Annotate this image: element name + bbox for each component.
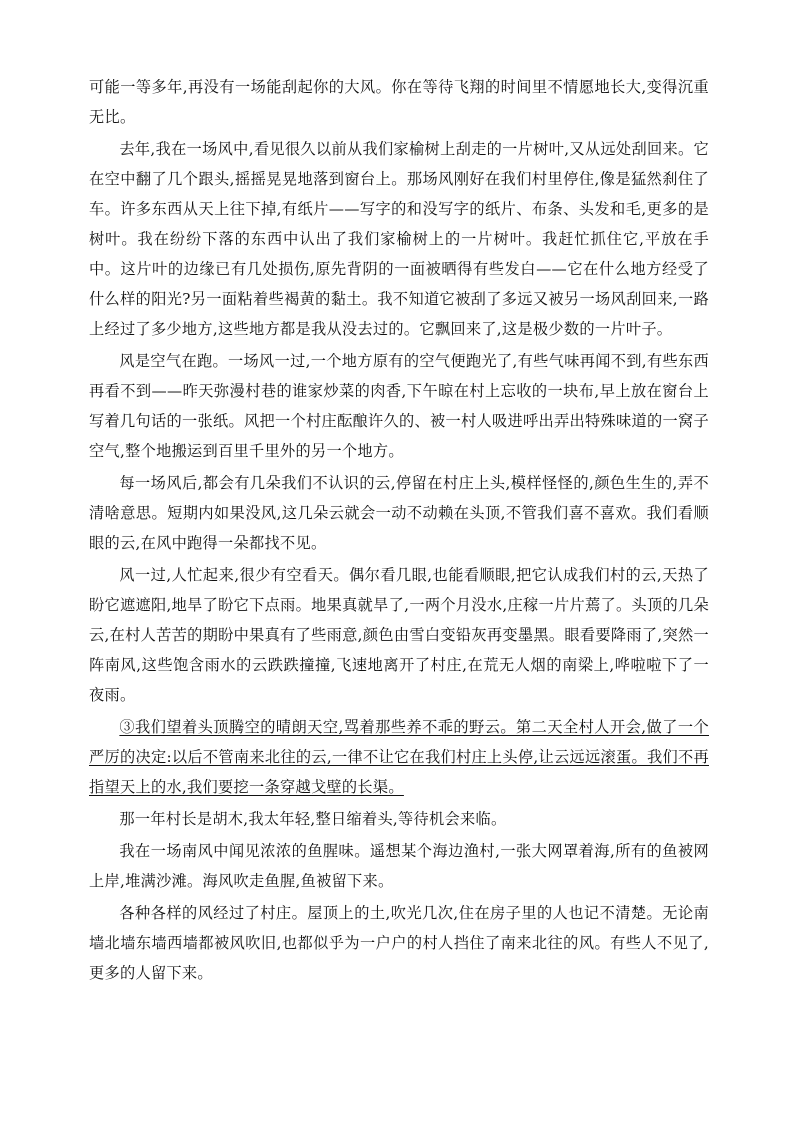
paragraph-5: 风一过,人忙起来,很少有空看天。偶尔看几眼,也能看顺眼,把它认成我们村的云,天热了盼它遮遮阳,地旱了盼它下点雨。地果真就旱了,一两个月没水,庄稼一片片蔫了。头顶的几朵云,在村人苦苦的期盼中果真有了些雨意,颜色由雪白变铅灰再变墨黑。眼看要降雨了,突然一阵南风,这些饱含雨水的云跌跌撞撞,飞速地离开了村庄,在荒无人烟的南梁上,哗啦啦下了一夜雨。 bbox=[89, 566, 709, 704]
paragraph-1: 可能一等多年,再没有一场能刮起你的大风。你在等待飞翔的时间里不情愿地长大,变得沉重无比。 bbox=[89, 78, 709, 126]
paragraph-7: 那一年村长是胡木,我太年轻,整日缩着头,等待机会来临。 bbox=[119, 810, 507, 828]
paragraph-2: 去年,我在一场风中,看见很久以前从我们家榆树上刮走的一片树叶,又从远处刮回来。它在空中翻了几个跟头,摇摇晃晃地落到窗台上。那场风刚好在我们村里停住,像是猛然刹住了车。许多东西从天上往下掉,有纸片——写字的和没写字的纸片、布条、头发和毛,更多的是树叶。我在纷纷下落的东西中认出了我们家榆树上的一片树叶。我赶忙抓住它,平放在手中。这片叶的边缘已有几处损伤,原先背阴的一面被晒得有些发白——它在什么地方经受了什么样的阳光?另一面粘着些褐黄的黏土。我不知道它被刮了多远又被另一场风刮回来,一路上经过了多少地方,这些地方都是我从没去过的。它飘回来了,这是极少数的一片叶子。 bbox=[89, 140, 709, 338]
paragraph-3: 风是空气在跑。一场风一过,一个地方原有的空气便跑光了,有些气味再闻不到,有些东西再看不到——昨天弥漫村巷的谁家炒菜的肉香,下午晾在村上忘收的一块布,早上放在窗台上写着几句话的一张纸。风把一个村庄酝酿许久的、被一村人吸进呼出弄出特殊味道的一窝子空气,整个地搬运到百里千里外的另一个地方。 bbox=[89, 352, 709, 460]
document-body bbox=[89, 72, 709, 990]
paragraph-8: 我在一场南风中闻见浓浓的鱼腥味。遥想某个海边渔村,一张大网罩着海,所有的鱼被网上岸,堆满沙滩。海风吹走鱼腥,鱼被留下来。 bbox=[89, 842, 709, 890]
paragraph-4: 每一场风后,都会有几朵我们不认识的云,停留在村庄上头,模样怪怪的,颜色生生的,弄不清啥意思。短期内如果没风,这几朵云就会一动不动赖在头顶,不管我们喜不喜欢。我们看顺眼的云,在风中跑得一朵都找不见。 bbox=[89, 474, 709, 552]
underlined-paragraph: ③我们望着头顶腾空的晴朗天空,骂着那些养不乖的野云。第二天全村人开会,做了一个严厉的决定:以后不管南来北往的云,一律不让它在我们村庄上头停,让云远远滚蛋。我们不再指望天上的水,我们要挖一条穿越戈壁的长渠。 bbox=[89, 718, 709, 796]
paragraph-9: 各种各样的风经过了村庄。屋顶上的土,吹光几次,住在房子里的人也记不清楚。无论南墙北墙东墙西墙都被风吹旧,也都似乎为一户户的村人挡住了南来北往的风。有些人不见了,更多的人留下来。 bbox=[89, 904, 709, 982]
